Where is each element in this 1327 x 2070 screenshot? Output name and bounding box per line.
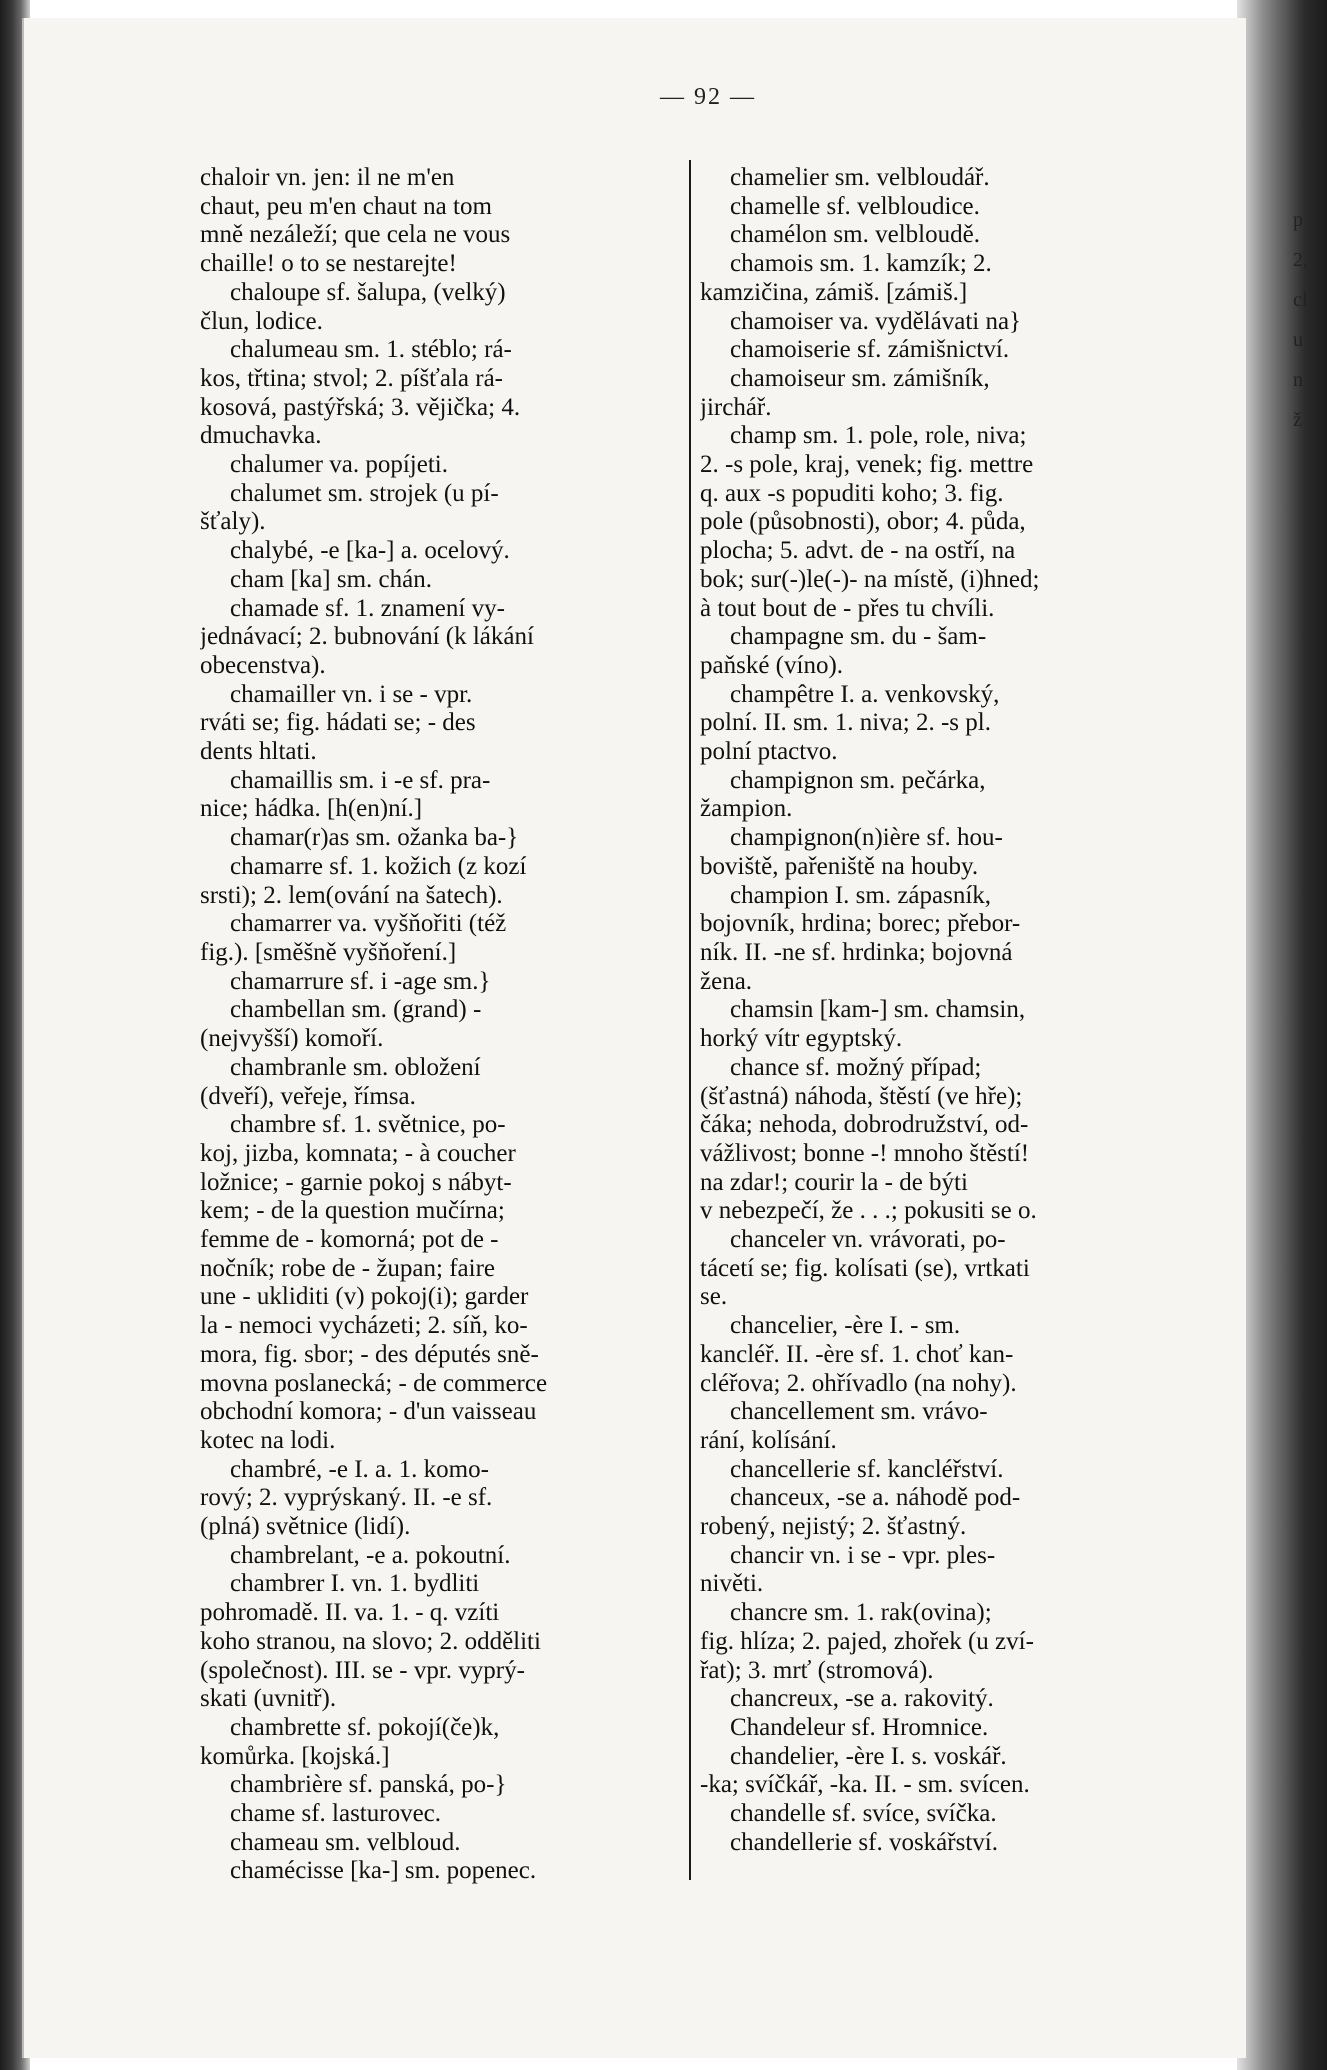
- entry-line: chaille! o to se nestarejte!: [200, 250, 457, 278]
- entry-line: chamois sm. 1. kamzík; 2.: [730, 250, 992, 278]
- entry-line: bojovník, hrdina; borec; přebor-: [700, 910, 1021, 938]
- entry-line: polní ptactvo.: [700, 738, 838, 766]
- entry-line: srsti); 2. lem(ování na šatech).: [200, 881, 503, 909]
- entry-line: chamarrer va. vyšňořiti (též: [230, 910, 507, 938]
- entry-line: kem; - de la question mučírna;: [200, 1197, 505, 1225]
- entry-line: fig.). [směšně vyšňoření.]: [200, 938, 457, 966]
- entry-line: dmuchavka.: [200, 422, 322, 450]
- entry-line: chamailler vn. i se - vpr.: [230, 680, 473, 708]
- entry-line: chambré, -e I. a. 1. komo-: [230, 1455, 489, 1483]
- edge-fragment: n: [1293, 369, 1303, 391]
- entry-line: chamécisse [ka-] sm. popenec.: [230, 1857, 537, 1885]
- entry-line: cham [ka] sm. chán.: [230, 565, 433, 593]
- entry-line: chanceux, -se a. náhodě pod-: [730, 1484, 1021, 1512]
- entry-line: chancreux, -se a. rakovitý.: [730, 1685, 994, 1713]
- entry-line: chalumeau sm. 1. stéblo; rá-: [230, 336, 512, 364]
- entry-line: obecenstva).: [200, 651, 326, 679]
- entry-line: (plná) světnice (lidí).: [200, 1513, 411, 1541]
- entry-line: chamélon sm. velbloudě.: [730, 221, 980, 249]
- entry-line: jirchář.: [700, 393, 772, 421]
- entry-line: chancir vn. i se - vpr. ples-: [730, 1541, 996, 1569]
- entry-line: kotec na lodi.: [200, 1426, 336, 1454]
- entry-line: une - ukliditi (v) pokoj(i); garder: [200, 1283, 529, 1311]
- entry-line: rový; 2. vyprýskaný. II. -e sf.: [200, 1484, 493, 1512]
- entry-line: chalybé, -e [ka-] a. ocelový.: [230, 537, 510, 565]
- entry-line: chameau sm. velbloud.: [230, 1828, 461, 1856]
- edge-fragment: u: [1293, 329, 1303, 351]
- entry-line: (šťastná) náhoda, štěstí (ve hře);: [700, 1082, 1023, 1110]
- entry-line: chambranle sm. obložení: [230, 1053, 481, 1081]
- entry-line: koho stranou, na slovo; 2. odděliti: [200, 1627, 541, 1655]
- entry-line: chambrière sf. panská, po-}: [230, 1771, 507, 1799]
- entry-line: ník. II. -ne sf. hrdinka; bojovná: [700, 938, 1013, 966]
- entry-line: tácetí se; fig. kolísati (se), vrtkati: [700, 1254, 1030, 1282]
- entry-line: dents hltati.: [200, 738, 317, 766]
- entry-line: jednávací; 2. bubnování (k lákání: [200, 623, 534, 651]
- entry-line: paňské (víno).: [700, 651, 844, 679]
- entry-line: koj, jizba, komnata; - à coucher: [200, 1139, 516, 1167]
- entry-line: obchodní komora; - d'un vaisseau: [200, 1398, 537, 1426]
- entry-line: rváti se; fig. hádati se; - des: [200, 709, 476, 737]
- entry-line: chambrette sf. pokojí(če)k,: [230, 1713, 500, 1741]
- entry-line: nočník; robe de - župan; faire: [200, 1254, 496, 1282]
- entry-line: chamoiserie sf. zámišnictví.: [730, 336, 1010, 364]
- page-number: — 92 —: [660, 84, 756, 110]
- entry-line: chance sf. možný případ;: [730, 1053, 982, 1081]
- entry-line: pohromadě. II. va. 1. - q. vzíti: [200, 1599, 500, 1627]
- entry-line: champignon(n)ière sf. hou-: [730, 824, 1003, 852]
- entry-line: champagne sm. du - šam-: [730, 623, 987, 651]
- entry-line: nice; hádka. [h(en)ní.]: [200, 795, 423, 823]
- entry-line: žampion.: [700, 795, 793, 823]
- edge-fragment: cl: [1293, 289, 1308, 311]
- entry-line: chaloir vn. jen: il ne m'en: [200, 164, 455, 191]
- entry-line: chambrer I. vn. 1. bydliti: [230, 1570, 480, 1598]
- entry-line: chame sf. lasturovec.: [230, 1800, 442, 1828]
- entry-line: bok; sur(-)le(-)- na místě, (i)hned;: [700, 565, 1040, 593]
- entry-line: na zdar!; courir la - de býti: [700, 1168, 968, 1196]
- entry-line: (nejvyšší) komoří.: [200, 1025, 384, 1053]
- entry-line: chaut, peu m'en chaut na tom: [200, 192, 492, 220]
- edge-fragment: ž: [1293, 409, 1302, 431]
- entry-line: vážlivost; bonne -! mnoho štěstí!: [700, 1139, 1030, 1167]
- entry-line: chamade sf. 1. znamení vy-: [230, 594, 505, 622]
- entry-line: řat); 3. mrť (stromová).: [700, 1656, 934, 1684]
- entry-line: plocha; 5. advt. de - na ostří, na: [700, 537, 1016, 565]
- entry-line: chandelier, -ère I. s. voskář.: [730, 1742, 1007, 1770]
- entry-line: chamarrure sf. i -age sm.}: [230, 967, 491, 995]
- entry-line: chamelier sm. velbloudář.: [730, 164, 990, 191]
- entry-line: chambrelant, -e a. pokoutní.: [230, 1541, 511, 1569]
- entry-line: chancellement sm. vrávo-: [730, 1398, 988, 1426]
- entry-line: chamsin [kam-] sm. chamsin,: [730, 996, 1026, 1024]
- entry-line: šťaly).: [200, 508, 266, 536]
- entry-line: mora, fig. sbor; - des députés sně-: [200, 1340, 539, 1368]
- entry-line: v nebezpečí, že . . .; pokusiti se o.: [700, 1197, 1037, 1225]
- entry-line: skati (uvnitř).: [200, 1685, 337, 1713]
- entry-line: rání, kolísání.: [700, 1426, 837, 1454]
- entry-line: fig. hlíza; 2. pajed, zhořek (u zví-: [700, 1627, 1034, 1655]
- entry-line: komůrka. [kojská.]: [200, 1742, 390, 1770]
- entry-line: pole (působnosti), obor; 4. půda,: [700, 508, 1026, 536]
- entry-line: champêtre I. a. venkovský,: [730, 680, 1000, 708]
- entry-line: Chandeleur sf. Hromnice.: [730, 1713, 989, 1741]
- entry-line: polní. II. sm. 1. niva; 2. -s pl.: [700, 709, 991, 737]
- entry-line: horký vítr egyptský.: [700, 1025, 903, 1053]
- edge-fragment: p: [1293, 209, 1303, 231]
- entry-line: kamzičina, zámiš. [zámiš.]: [700, 278, 968, 306]
- entry-line: 2. -s pole, kraj, venek; fig. mettre: [700, 451, 1034, 479]
- entry-line: cléřova; 2. ohřívadlo (na nohy).: [700, 1369, 1017, 1397]
- entry-line: chamoiseur sm. zámišník,: [730, 364, 990, 392]
- facing-page-text-fragments: [1293, 200, 1323, 440]
- entry-line: nivěti.: [700, 1570, 764, 1598]
- entry-line: čáka; nehoda, dobrodružství, od-: [700, 1111, 1029, 1139]
- entry-line: chamaillis sm. i -e sf. pra-: [230, 766, 491, 794]
- entry-line: chalumet sm. strojek (u pí-: [230, 479, 499, 507]
- entry-line: chamarre sf. 1. kožich (z kozí: [230, 852, 527, 880]
- entry-line: chalumer va. popíjeti.: [230, 451, 448, 479]
- entry-line: chancre sm. 1. rak(ovina);: [730, 1599, 992, 1627]
- entry-line: chamelle sf. velbloudice.: [730, 192, 980, 220]
- entry-line: à tout bout de - přes tu chvíli.: [700, 594, 995, 622]
- right-column: [700, 164, 1178, 1857]
- entry-line: chancellerie sf. kancléřství.: [730, 1455, 1004, 1483]
- entry-line: chamar(r)as sm. ožanka ba-}: [230, 824, 519, 852]
- entry-line: femme de - komorná; pot de -: [200, 1226, 499, 1254]
- entry-line: chancelier, -ère I. - sm.: [730, 1312, 961, 1340]
- entry-line: chambellan sm. (grand) -: [230, 996, 482, 1024]
- entry-line: kosová, pastýřská; 3. vějička; 4.: [200, 393, 521, 421]
- left-column: [200, 164, 678, 1886]
- column-divider: [689, 160, 691, 1880]
- entry-line: kancléř. II. -ère sf. 1. choť kan-: [700, 1340, 1014, 1368]
- entry-line: -ka; svíčkář, -ka. II. - sm. svícen.: [700, 1771, 1030, 1799]
- entry-line: chandellerie sf. voskářství.: [730, 1828, 998, 1856]
- entry-line: žena.: [700, 967, 753, 995]
- entry-line: kos, třtina; stvol; 2. píšťala rá-: [200, 364, 503, 392]
- entry-line: chamoiser va. vydělávati na}: [730, 307, 1022, 335]
- entry-line: champ sm. 1. pole, role, niva;: [730, 422, 1027, 450]
- entry-line: champion I. sm. zápasník,: [730, 881, 992, 909]
- entry-line: (dveří), veřeje, římsa.: [200, 1082, 416, 1110]
- entry-line: člun, lodice.: [200, 307, 323, 335]
- entry-line: robený, nejistý; 2. šťastný.: [700, 1513, 967, 1541]
- entry-line: chaloupe sf. šalupa, (velký): [230, 278, 506, 306]
- entry-line: champignon sm. pečárka,: [730, 766, 986, 794]
- entry-line: q. aux -s popuditi koho; 3. fig.: [700, 479, 1004, 507]
- entry-line: boviště, pařeniště na houby.: [700, 852, 979, 880]
- edge-fragment: 2,: [1293, 249, 1308, 271]
- entry-line: (společnost). III. se - vpr. vyprý-: [200, 1656, 525, 1684]
- entry-line: mně nezáleží; que cela ne vous: [200, 221, 511, 249]
- entry-line: la - nemoci vycházeti; 2. síň, ko-: [200, 1312, 528, 1340]
- entry-line: chambre sf. 1. světnice, po-: [230, 1111, 506, 1139]
- entry-line: movna poslanecká; - de commerce: [200, 1369, 548, 1397]
- entry-line: ložnice; - garnie pokoj s nábyt-: [200, 1168, 512, 1196]
- entry-line: chanceler vn. vrávorati, po-: [730, 1226, 1006, 1254]
- entry-line: se.: [700, 1283, 728, 1311]
- entry-line: chandelle sf. svíce, svíčka.: [730, 1800, 997, 1828]
